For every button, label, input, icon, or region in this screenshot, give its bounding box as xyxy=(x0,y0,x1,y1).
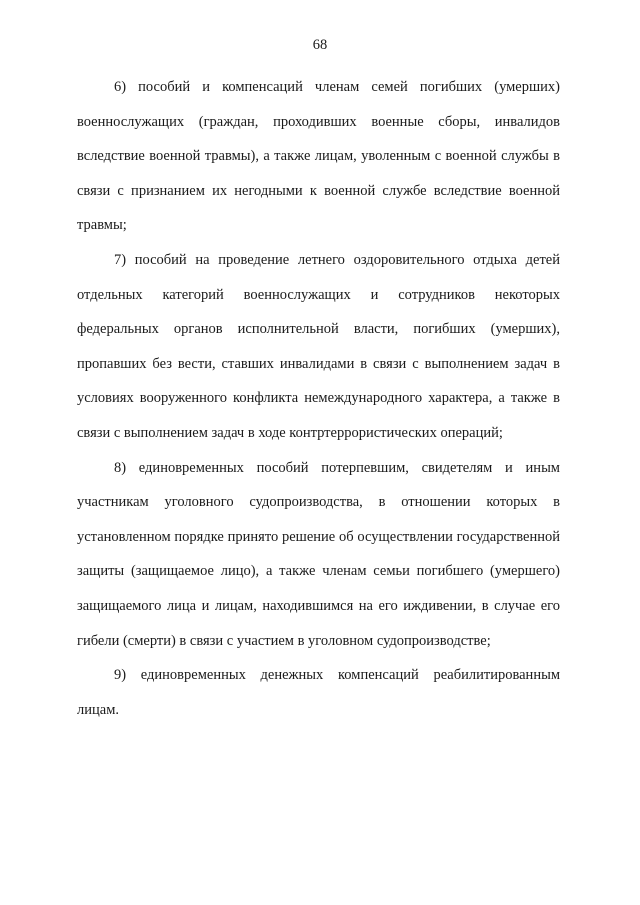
page-number: 68 xyxy=(312,37,328,53)
document-body xyxy=(77,70,560,727)
list-item-6: 6) пособий и компенсаций членам семей погибших (умерших) военнослужащих (граждан, проходивших военные сборы, инвалидов вследствие военной травмы), а также лицам, уволенным с военной службы в связи с признанием их негодными к военной службе вследствие военной травмы; xyxy=(77,79,560,234)
list-item-9: 9) единовременных денежных компенсаций реабилитированным лицам. xyxy=(77,667,560,718)
list-item-8: 8) единовременных пособий потерпевшим, свидетелям и иным участникам уголовного судопроизводства, в отношении которых в установленном порядке принято решение об осуществлении государственной защиты (защищаемое лицо), а также членам семьи погибшего (умершего) защищаемого лица и лицам, находившимся на его иждивении, в случае его гибели (смерти) в связи с участием в уголовном судопроизводстве; xyxy=(77,459,560,649)
list-item-7: 7) пособий на проведение летнего оздоровительного отдыха детей отдельных категорий военнослужащих и сотрудников некоторых федеральных органов исполнительной власти, погибших (умерших), пропавших без вести, ставших инвалидами в связи с выполнением задач в условиях вооруженного конфликта немеждународного характера, а также в связи с выполнением задач в ходе контртеррористических операций; xyxy=(77,251,560,441)
